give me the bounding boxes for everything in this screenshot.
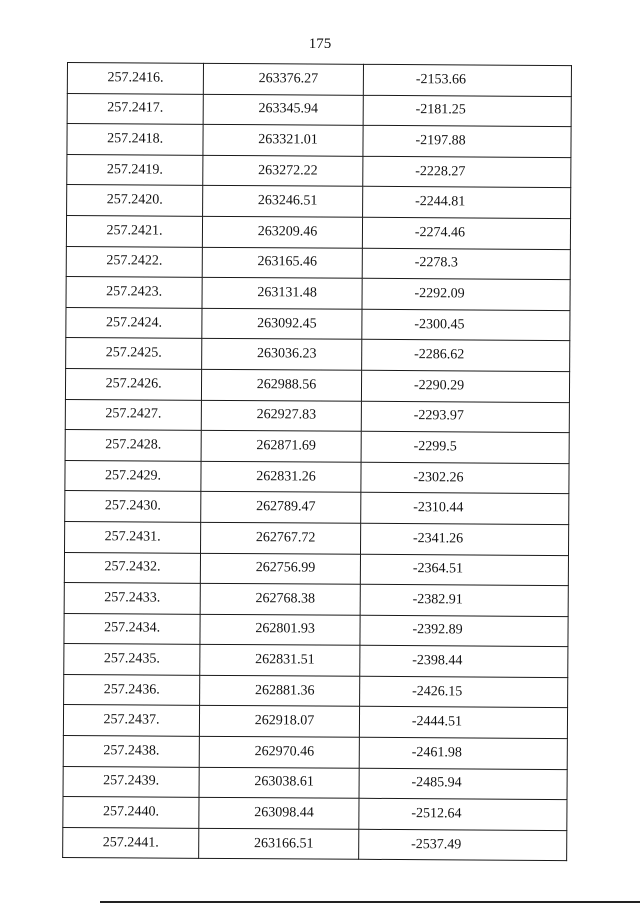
point-id-cell: 257.2428. [65,430,201,461]
y-coordinate-cell: -2300.45 [362,309,570,341]
point-id-cell: 257.2440. [63,797,199,828]
x-coordinate-cell: 262988.56 [202,369,362,401]
point-id-cell: 257.2438. [63,736,199,767]
x-coordinate-cell: 262831.51 [200,645,360,677]
point-id-cell: 257.2419. [67,154,203,185]
y-coordinate-cell: -2278.3 [362,248,570,280]
y-coordinate-cell: -2426.15 [360,676,568,708]
point-id-cell: 257.2423. [66,277,202,308]
table-row [64,613,568,647]
y-coordinate-cell: -2398.44 [360,646,568,678]
y-coordinate-cell: -2286.62 [362,340,570,372]
x-coordinate-cell: 263209.46 [203,216,363,248]
table-row [66,338,570,372]
point-id-cell: 257.2427. [65,399,201,430]
x-coordinate-cell: 262801.93 [200,614,360,646]
y-coordinate-cell: -2302.26 [361,462,569,494]
x-coordinate-cell: 263246.51 [203,186,363,218]
point-id-cell: 257.2433. [64,583,200,614]
table-row [65,430,569,464]
point-id-cell: 257.2432. [64,552,200,583]
table-row [64,674,568,708]
y-coordinate-cell: -2299.5 [361,431,569,463]
x-coordinate-cell: 263166.51 [199,828,359,860]
y-coordinate-cell: -2181.25 [363,95,571,127]
x-coordinate-cell: 263038.61 [199,767,359,799]
x-coordinate-cell: 262927.83 [201,400,361,432]
table-row [67,124,571,158]
x-coordinate-cell: 263036.23 [202,339,362,371]
x-coordinate-cell: 263321.01 [203,125,363,157]
y-coordinate-cell: -2461.98 [359,737,567,769]
table-row [67,154,571,188]
point-id-cell: 257.2434. [64,613,200,644]
page-number: 175 [308,36,332,52]
point-id-cell: 257.2422. [66,246,202,277]
x-coordinate-cell: 262756.99 [200,553,360,585]
y-coordinate-cell: -2392.89 [360,615,568,647]
x-coordinate-cell: 263376.27 [203,63,363,95]
table-row [65,460,569,494]
y-coordinate-cell: -2274.46 [362,217,570,249]
x-coordinate-cell: 262918.07 [200,706,360,738]
y-coordinate-cell: -2485.94 [359,768,567,800]
point-id-cell: 257.2425. [66,338,202,369]
point-id-cell: 257.2441. [63,827,199,858]
point-id-cell: 257.2420. [67,185,203,216]
point-id-cell: 257.2430. [65,491,201,522]
point-id-cell: 257.2421. [66,215,202,246]
x-coordinate-cell: 262970.46 [199,736,359,768]
point-id-cell: 257.2416. [67,63,203,94]
x-coordinate-cell: 262767.72 [201,522,361,554]
table-row [65,399,569,433]
x-coordinate-cell: 262768.38 [200,583,360,615]
x-coordinate-cell: 262789.47 [201,492,361,524]
x-coordinate-cell: 263345.94 [203,94,363,126]
y-coordinate-cell: -2310.44 [361,493,569,525]
y-coordinate-cell: -2382.91 [360,584,568,616]
table-body [63,63,572,862]
y-coordinate-cell: -2364.51 [360,554,568,586]
x-coordinate-cell: 263165.46 [202,247,362,279]
table-row [63,705,567,739]
table-row [67,63,571,97]
point-id-cell: 257.2417. [67,93,203,124]
point-id-cell: 257.2426. [65,368,201,399]
y-coordinate-cell: -2341.26 [360,523,568,555]
point-id-cell: 257.2418. [67,124,203,155]
y-coordinate-cell: -2537.49 [359,829,567,861]
table-row [65,521,569,555]
table-row [63,797,567,831]
table-row [66,215,570,249]
point-id-cell: 257.2437. [63,705,199,736]
point-id-cell: 257.2439. [63,766,199,797]
point-id-cell: 257.2429. [65,460,201,491]
y-coordinate-cell: -2444.51 [359,707,567,739]
table-row [63,736,567,770]
y-coordinate-cell: -2228.27 [363,156,571,188]
y-coordinate-cell: -2512.64 [359,799,567,831]
coordinates-table [62,62,572,862]
x-coordinate-cell: 263131.48 [202,277,362,309]
y-coordinate-cell: -2292.09 [362,278,570,310]
y-coordinate-cell: -2153.66 [363,64,571,96]
y-coordinate-cell: -2293.97 [361,401,569,433]
table-row [64,552,568,586]
point-id-cell: 257.2431. [65,521,201,552]
table-row [65,368,569,402]
x-coordinate-cell: 262881.36 [200,675,360,707]
y-coordinate-cell: -2197.88 [363,125,571,157]
x-coordinate-cell: 263272.22 [203,155,363,187]
point-id-cell: 257.2424. [66,307,202,338]
point-id-cell: 257.2436. [64,674,200,705]
x-coordinate-cell: 263092.45 [202,308,362,340]
x-coordinate-cell: 262871.69 [201,430,361,462]
table-row [64,644,568,678]
table-row [64,583,568,617]
x-coordinate-cell: 263098.44 [199,798,359,830]
table-row [65,491,569,525]
table-row [66,277,570,311]
table-row [63,766,567,800]
table-row [66,307,570,341]
y-coordinate-cell: -2290.29 [361,370,569,402]
x-coordinate-cell: 262831.26 [201,461,361,493]
page-bottom-divider [100,901,640,903]
point-id-cell: 257.2435. [64,644,200,675]
table-row [67,93,571,127]
y-coordinate-cell: -2244.81 [362,187,570,219]
table-row [66,246,570,280]
table-row [63,827,567,861]
table-row [67,185,571,219]
